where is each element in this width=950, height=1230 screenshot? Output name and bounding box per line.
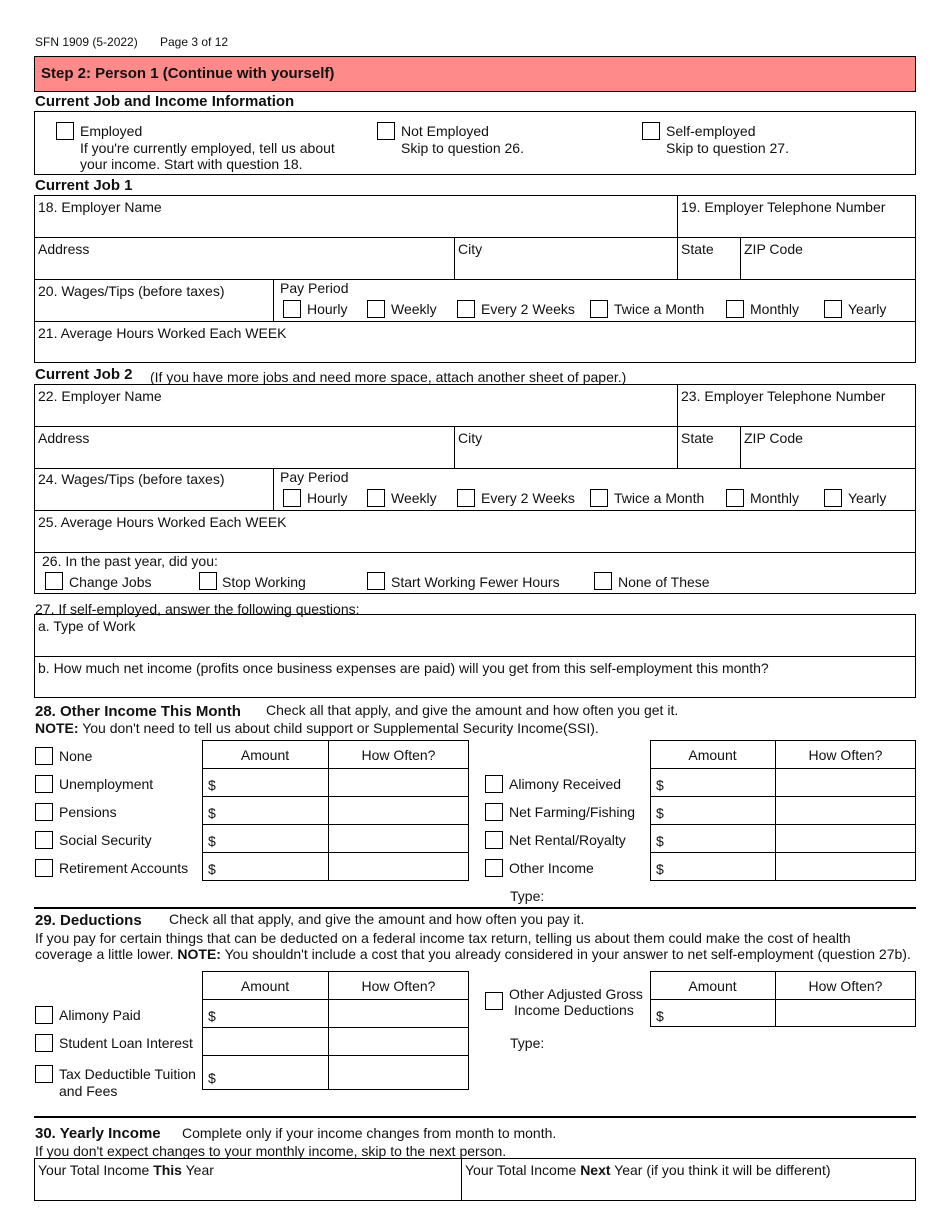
- job1-yearly-checkbox[interactable]: [824, 300, 842, 318]
- job1-zip-field[interactable]: ZIP Code: [744, 241, 803, 257]
- step-title: Step 2: Person 1 (Continue with yourself): [41, 65, 335, 82]
- q29-left-often-header: How Often?: [361, 978, 436, 994]
- self-employed-checkbox[interactable]: [642, 122, 660, 140]
- pensions-amount-field[interactable]: $: [208, 805, 216, 821]
- employed-note: If you're currently employed, tell us about: [80, 140, 335, 156]
- q29-left-amount-header: Amount: [240, 978, 290, 994]
- self-employed-note: Skip to question 27.: [666, 140, 789, 156]
- other-agi-checkbox[interactable]: [485, 992, 503, 1010]
- other-agi-label-2: Income Deductions: [514, 1002, 634, 1018]
- q29-right-amount-header: Amount: [688, 978, 737, 994]
- job2-every-2-weeks-label: Every 2 Weeks: [481, 490, 575, 506]
- this-year-pre: Your Total Income: [38, 1162, 154, 1178]
- job1-hourly-label: Hourly: [307, 301, 348, 317]
- q29-note-label: NOTE:: [177, 946, 221, 962]
- pensions-label: Pensions: [59, 804, 117, 820]
- q29-line2-post: You shouldn't include a cost that you already considered in your answer to net self-employment (question 27b).: [220, 946, 911, 962]
- alimony-received-checkbox[interactable]: [485, 775, 503, 793]
- job2-pay-period-label: Pay Period: [280, 469, 349, 485]
- employed-note-2: your income. Start with question 18.: [80, 156, 303, 172]
- job2-heading: Current Job 2: [35, 366, 133, 383]
- stop-working-label: Stop Working: [222, 574, 306, 590]
- student-loan-checkbox[interactable]: [35, 1034, 53, 1052]
- job1-twice-a-month-checkbox[interactable]: [590, 300, 608, 318]
- net-farming-label: Net Farming/Fishing: [509, 804, 636, 820]
- job1-weekly-label: Weekly: [391, 301, 437, 317]
- q29-line2-pre: coverage a little lower.: [35, 946, 178, 962]
- job1-twice-a-month-label: Twice a Month: [614, 301, 705, 317]
- tuition-label-2: and Fees: [59, 1083, 118, 1099]
- q28-note-label: NOTE:: [35, 720, 79, 736]
- job1-monthly-label: Monthly: [750, 301, 800, 317]
- job1-hourly-checkbox[interactable]: [283, 300, 301, 318]
- income-this-year-field[interactable]: [38, 1162, 214, 1178]
- tuition-checkbox[interactable]: [35, 1065, 53, 1083]
- job1-heading: Current Job 1: [35, 177, 133, 194]
- unemployment-checkbox[interactable]: [35, 775, 53, 793]
- job2-every-2-weeks-checkbox[interactable]: [457, 489, 475, 507]
- job2-city-field[interactable]: City: [458, 430, 483, 446]
- net-rental-amount-field[interactable]: $: [656, 833, 664, 849]
- job2-employer-phone-field[interactable]: 23. Employer Telephone Number: [681, 388, 886, 404]
- form-id: SFN 1909 (5-2022): [35, 35, 138, 49]
- job1-every-2-weeks-checkbox[interactable]: [457, 300, 475, 318]
- job1-city-field[interactable]: City: [458, 241, 483, 257]
- unemployment-amount-field[interactable]: $: [208, 777, 216, 793]
- this-year-bold: This: [153, 1162, 182, 1178]
- section-divider-2: [34, 1116, 916, 1118]
- job1-yearly-label: Yearly: [848, 301, 887, 317]
- not-employed-note: Skip to question 26.: [401, 140, 524, 156]
- job2-note: (If you have more jobs and need more space, attach another sheet of paper.): [150, 369, 627, 385]
- q30-instruction: Complete only if your income changes from month to month.: [182, 1125, 557, 1141]
- tuition-label: Tax Deductible Tuition: [59, 1066, 196, 1082]
- job2-hours-field[interactable]: 25. Average Hours Worked Each WEEK: [38, 514, 287, 530]
- employed-label: Employed: [80, 123, 143, 139]
- job1-hours-field[interactable]: 21. Average Hours Worked Each WEEK: [38, 325, 287, 341]
- alimony-paid-amount-field[interactable]: $: [208, 1008, 216, 1024]
- q29-line1: If you pay for certain things that can be deducted on a federal income tax return, telling us about them could make the cost of health: [35, 930, 851, 946]
- other-agi-type-field[interactable]: Type:: [510, 1035, 545, 1051]
- change-jobs-checkbox[interactable]: [45, 572, 63, 590]
- job2-wages-field[interactable]: 24. Wages/Tips (before taxes): [38, 471, 225, 487]
- net-farming-amount-field[interactable]: $: [656, 805, 664, 821]
- current-job-info-heading: Current Job and Income Information: [35, 93, 295, 110]
- alimony-paid-checkbox[interactable]: [35, 1006, 53, 1024]
- q30-heading: 30. Yearly Income: [35, 1125, 161, 1142]
- social-security-amount-field[interactable]: $: [208, 833, 216, 849]
- q30-line: If you don't expect changes to your monthly income, skip to the next person.: [35, 1143, 507, 1159]
- job2-hourly-checkbox[interactable]: [283, 489, 301, 507]
- not-employed-checkbox[interactable]: [377, 122, 395, 140]
- job2-employer-name-field[interactable]: 22. Employer Name: [38, 388, 162, 404]
- job2-monthly-checkbox[interactable]: [726, 489, 744, 507]
- job2-twice-a-month-checkbox[interactable]: [590, 489, 608, 507]
- other-agi-amount-field[interactable]: $: [656, 1008, 664, 1024]
- q28-note-text: You don't need to tell us about child support or Supplemental Security Income(SSI).: [78, 720, 599, 736]
- fewer-hours-label: Start Working Fewer Hours: [391, 574, 560, 590]
- q29-line2: [35, 946, 911, 962]
- other-income-type-field[interactable]: Type:: [510, 888, 545, 904]
- q28-left-often-header: How Often?: [361, 747, 436, 763]
- this-year-post: Year: [181, 1162, 214, 1178]
- student-loan-label: Student Loan Interest: [59, 1035, 193, 1051]
- social-security-label: Social Security: [59, 832, 152, 848]
- job1-employer-phone-field[interactable]: 19. Employer Telephone Number: [681, 199, 886, 215]
- job2-zip-field[interactable]: ZIP Code: [744, 430, 803, 446]
- tuition-amount-field[interactable]: $: [208, 1070, 216, 1086]
- step-banner: [34, 56, 916, 92]
- none-income-checkbox[interactable]: [35, 747, 53, 765]
- net-rental-checkbox[interactable]: [485, 831, 503, 849]
- none-income-label: None: [59, 748, 93, 764]
- alimony-received-label: Alimony Received: [509, 776, 622, 792]
- alimony-paid-label: Alimony Paid: [59, 1007, 141, 1023]
- q28-right-amount-header: Amount: [688, 747, 737, 763]
- income-next-year-field[interactable]: [465, 1162, 831, 1178]
- job1-address-field[interactable]: Address: [38, 241, 90, 257]
- job1-monthly-checkbox[interactable]: [726, 300, 744, 318]
- job2-hourly-label: Hourly: [307, 490, 348, 506]
- net-farming-checkbox[interactable]: [485, 803, 503, 821]
- job2-yearly-checkbox[interactable]: [824, 489, 842, 507]
- type-of-work-field[interactable]: a. Type of Work: [38, 618, 136, 634]
- job2-weekly-label: Weekly: [391, 490, 437, 506]
- q28-heading: 28. Other Income This Month: [35, 703, 241, 720]
- q27-question: 27. If self-employed, answer the following questions:: [35, 601, 360, 617]
- q28-note: [35, 720, 599, 736]
- section-divider: [34, 907, 916, 909]
- q29-instruction: Check all that apply, and give the amount and how often you pay it.: [169, 911, 585, 927]
- net-rental-label: Net Rental/Royalty: [509, 832, 626, 848]
- other-income-amount-field[interactable]: $: [656, 861, 664, 877]
- job2-state-field[interactable]: State: [681, 430, 714, 446]
- other-income-label: Other Income: [509, 860, 594, 876]
- next-year-pre: Your Total Income: [465, 1162, 581, 1178]
- q28-left-amount-header: Amount: [240, 747, 290, 763]
- self-employment-income-field[interactable]: b. How much net income (profits once business expenses are paid) will you get from this self-employment this month?: [38, 660, 769, 676]
- q26-question: 26. In the past year, did you:: [42, 553, 218, 569]
- job2-yearly-label: Yearly: [848, 490, 887, 506]
- unemployment-label: Unemployment: [59, 776, 154, 792]
- next-year-post: Year (if you think it will be different): [610, 1162, 831, 1178]
- other-agi-label: Other Adjusted Gross: [509, 986, 643, 1002]
- job1-employer-name-field[interactable]: 18. Employer Name: [38, 199, 162, 215]
- job2-monthly-label: Monthly: [750, 490, 800, 506]
- alimony-received-amount-field[interactable]: $: [656, 777, 664, 793]
- job1-weekly-checkbox[interactable]: [367, 300, 385, 318]
- change-jobs-label: Change Jobs: [69, 574, 152, 590]
- q28-right-often-header: How Often?: [808, 747, 883, 763]
- fewer-hours-checkbox[interactable]: [367, 572, 385, 590]
- job2-twice-a-month-label: Twice a Month: [614, 490, 705, 506]
- q28-instruction: Check all that apply, and give the amount and how often you get it.: [266, 702, 679, 718]
- q29-right-often-header: How Often?: [808, 978, 883, 994]
- job1-every-2-weeks-label: Every 2 Weeks: [481, 301, 575, 317]
- next-year-bold: Next: [580, 1162, 611, 1178]
- none-of-these-label: None of These: [618, 574, 710, 590]
- q29-heading: 29. Deductions: [35, 912, 142, 929]
- job2-address-field[interactable]: Address: [38, 430, 90, 446]
- job1-pay-period-label: Pay Period: [280, 280, 349, 296]
- retirement-accounts-checkbox[interactable]: [35, 859, 53, 877]
- self-employed-label: Self-employed: [666, 123, 756, 139]
- stop-working-checkbox[interactable]: [199, 572, 217, 590]
- retirement-accounts-label: Retirement Accounts: [59, 860, 189, 876]
- job2-weekly-checkbox[interactable]: [367, 489, 385, 507]
- not-employed-label: Not Employed: [401, 123, 489, 139]
- pensions-checkbox[interactable]: [35, 803, 53, 821]
- retirement-accounts-amount-field[interactable]: $: [208, 861, 216, 877]
- other-income-checkbox[interactable]: [485, 859, 503, 877]
- social-security-checkbox[interactable]: [35, 831, 53, 849]
- job1-state-field[interactable]: State: [681, 241, 714, 257]
- none-of-these-checkbox[interactable]: [594, 572, 612, 590]
- employed-checkbox[interactable]: [56, 122, 74, 140]
- job1-wages-field[interactable]: 20. Wages/Tips (before taxes): [38, 283, 225, 299]
- page-number: Page 3 of 12: [160, 35, 229, 49]
